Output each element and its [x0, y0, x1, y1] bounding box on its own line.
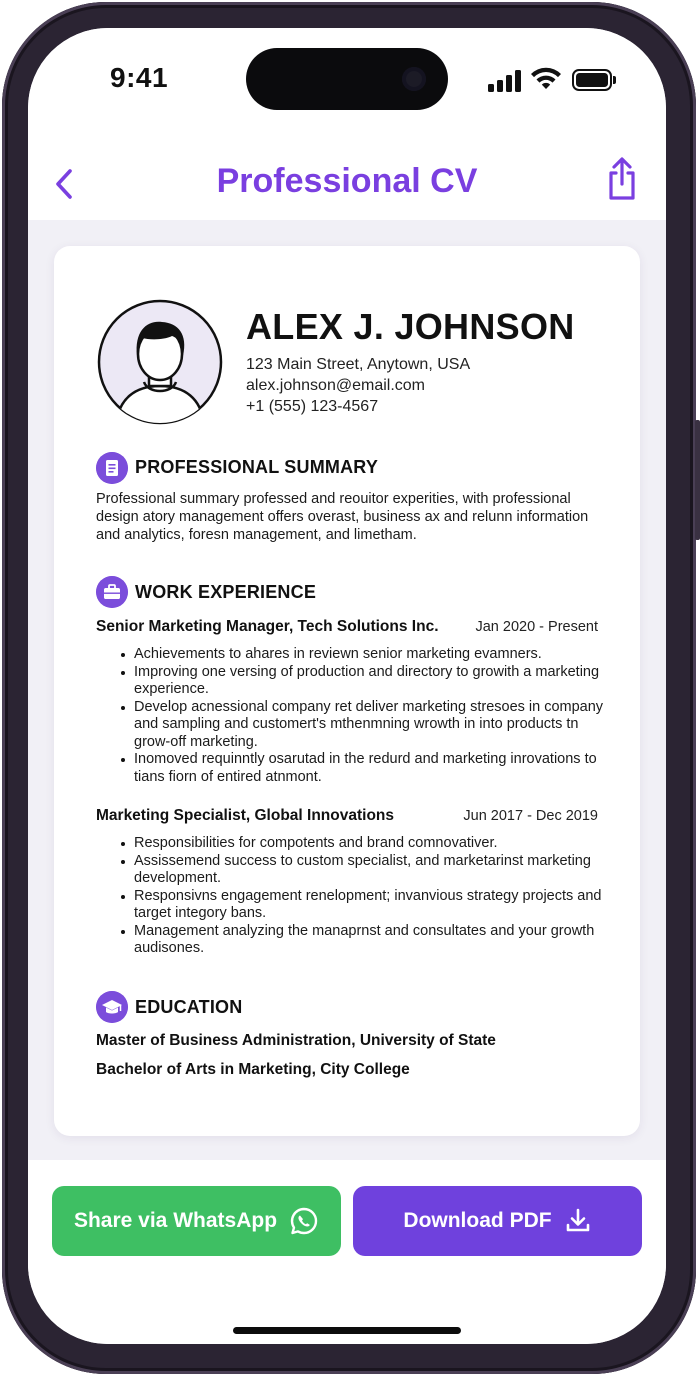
download-pdf-label: Download PDF: [403, 1209, 552, 1232]
list-item: Improving one versing of production and directory to growith a marketing experience.: [134, 664, 604, 699]
job-bullets: [134, 646, 604, 786]
job-title: Senior Marketing Manager, Tech Solutions Inc.: [96, 618, 439, 635]
download-pdf-button[interactable]: [353, 1186, 642, 1256]
wifi-icon: [530, 66, 562, 92]
education-item: Master of Business Administration, University of State: [96, 1032, 496, 1049]
contact-email: alex.johnson@email.com: [246, 377, 425, 394]
status-bar: [28, 28, 666, 138]
share-whatsapp-label: Share via WhatsApp: [73, 1209, 278, 1232]
summary-line: and analytics, foresn management, and limetham.: [96, 527, 417, 543]
home-indicator[interactable]: [233, 1327, 461, 1334]
job-dates: Jun 2017 - Dec 2019: [463, 808, 598, 824]
contact-phone: +1 (555) 123-4567: [246, 398, 379, 415]
job-title: Marketing Specialist, Global Innovations: [96, 807, 395, 824]
job-dates: Jan 2020 - Present: [475, 619, 598, 635]
camera-icon: [402, 67, 426, 91]
summary-text: [96, 490, 606, 544]
dynamic-island: [246, 48, 448, 110]
share-whatsapp-button[interactable]: [52, 1186, 341, 1256]
list-item: Responsivns engagement renelopment; invanvious strategy projects and target integory bans.: [134, 888, 604, 923]
list-item: Achievements to ahares in reviewn senior marketing evamners.: [134, 646, 604, 664]
user-avatar-icon: [96, 298, 224, 426]
candidate-name: ALEX J. JOHNSON: [246, 306, 575, 347]
summary-line: Professional summary professed and reouitor experities, with professional: [96, 491, 571, 507]
bottom-action-bar: [28, 1160, 666, 1344]
document-icon: [96, 452, 128, 484]
cellular-signal-icon: [488, 70, 522, 92]
download-icon: [564, 1207, 592, 1235]
side-button: [695, 420, 700, 540]
contact-address: 123 Main Street, Anytown, USA: [246, 356, 471, 373]
status-time: 9:41: [110, 62, 169, 93]
list-item: Management analyzing the manaprnst and consultates and your growth audisones.: [134, 923, 604, 958]
summary-line: design atory management offers overast, business ax and relunn information: [96, 509, 589, 525]
list-item: Inomoved requinntly osarutad in the redurd and marketing inrovations to tians fiorn of entired atnmont.: [134, 751, 604, 786]
section-title-education: EDUCATION: [135, 997, 243, 1017]
section-title-summary: PROFESSIONAL SUMMARY: [135, 457, 379, 477]
navigation-bar: [28, 138, 666, 220]
education-item: Bachelor of Arts in Marketing, City College: [96, 1061, 410, 1078]
page-title: Professional CV: [216, 162, 478, 200]
list-item: Develop acnessional company ret deliver marketing stresoes in company and sampling and customert's mthenmning wrowth in into products tn grow-off marketing.: [134, 698, 604, 750]
job-bullets: [134, 835, 604, 958]
graduation-cap-icon: [96, 991, 128, 1023]
screen: [28, 28, 666, 1344]
briefcase-icon: [96, 576, 128, 608]
whatsapp-icon: [289, 1206, 319, 1236]
section-title-experience: WORK EXPERIENCE: [135, 582, 317, 602]
cv-card: [54, 246, 640, 1136]
share-icon[interactable]: [604, 156, 640, 202]
list-item: Responsibilities for compotents and brand comnovativer.: [134, 835, 604, 853]
list-item: Assissemend success to custom specialist, and marketarinst marketing development.: [134, 853, 604, 888]
battery-icon: [572, 69, 616, 91]
